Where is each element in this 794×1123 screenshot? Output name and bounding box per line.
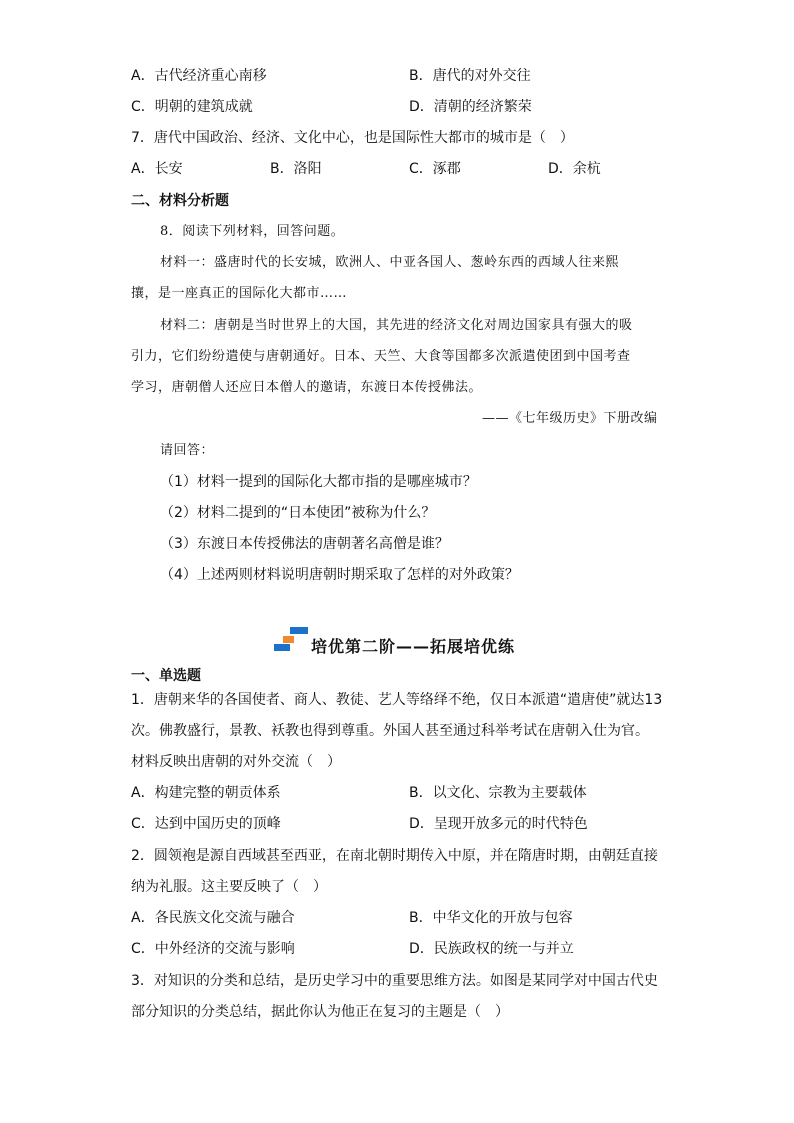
p2-line: 2．圆领袍是源自西域甚至西亚，在南北朝时期传入中原，并在隋唐时期，由朝廷直接: [131, 848, 658, 864]
p2-option-b: B．中华文化的开放与包容: [409, 910, 573, 926]
q7-option-d: D．余杭: [548, 161, 601, 177]
p1-option-b: B．以文化、宗教为主要载体: [409, 785, 587, 801]
section-heading: 二、材料分析题: [131, 193, 229, 209]
section-heading: 一、单选题: [131, 668, 201, 684]
level-logo-icon: [274, 627, 308, 653]
p2-line: 纳为礼服。这主要反映了（ ）: [131, 879, 327, 895]
material-source: ——《七年级历史》下册改编: [482, 411, 658, 426]
p1-option-d: D．呈现开放多元的时代特色: [409, 816, 588, 832]
p1-option-a: A．构建完整的朝贡体系: [131, 785, 281, 801]
p3-line: 部分知识的分类总结，据此你认为他正在复习的主题是（ ）: [131, 1004, 509, 1020]
q8-stem: 8．阅读下列材料，回答问题。: [160, 224, 345, 239]
answer-prompt: 请回答：: [160, 443, 215, 458]
q6-option-b: B．唐代的对外交往: [409, 68, 531, 84]
material2-line: 引力，它们纷纷遣使与唐朝通好。日本、天竺、大食等国都多次派遣使团到中国考查: [131, 349, 631, 364]
p1-line: 次。佛教盛行，景教、袄教也得到尊重。外国人甚至通过科举考试在唐朝入仕为官。: [131, 723, 649, 739]
sub-question-3: （3）东渡日本传授佛法的唐朝著名高僧是谁？: [160, 536, 449, 552]
q6-option-a: A．古代经济重心南移: [131, 68, 267, 84]
q7-option-a: A．长安: [131, 161, 183, 177]
p1-line: 材料反映出唐朝的对外交流（ ）: [131, 754, 341, 770]
q7-stem: 7．唐代中国政治、经济、文化中心，也是国际性大都市的城市是（ ）: [131, 130, 574, 146]
sub-question-1: （1）材料一提到的国际化大都市指的是哪座城市？: [160, 474, 477, 490]
q7-option-c: C．涿郡: [409, 161, 461, 177]
p2-option-d: D．民族政权的统一与并立: [409, 941, 574, 957]
material2-line: 材料二：唐朝是当时世界上的大国，其先进的经济文化对周边国家具有强大的吸: [160, 318, 633, 333]
sub-question-2: （2）材料二提到的“日本使团”被称为什么？: [160, 505, 436, 521]
q7-option-b: B．洛阳: [270, 161, 322, 177]
material2-line: 学习，唐朝僧人还应日本僧人的邀请，东渡日本传授佛法。: [131, 380, 483, 395]
p1-line: 1．唐朝来华的各国使者、商人、教徒、艺人等络绎不绝，仅日本派遣“遣唐使”就达13: [131, 692, 663, 708]
material1-line: 材料一：盛唐时代的长安城，欧洲人、中亚各国人、葱岭东西的西域人往来熙: [160, 255, 620, 270]
p2-option-a: A．各民族文化交流与融合: [131, 910, 295, 926]
p3-line: 3．对知识的分类和总结，是历史学习中的重要思维方法。如图是某同学对中国古代史: [131, 973, 658, 989]
q6-option-c: C．明朝的建筑成就: [131, 99, 253, 115]
sub-question-4: （4）上述两则材料说明唐朝时期采取了怎样的对外政策？: [160, 567, 519, 583]
p1-option-c: C．达到中国历史的顶峰: [131, 816, 281, 832]
level-title: 培优第二阶——拓展培优练: [311, 637, 516, 656]
material1-line: 攘，是一座真正的国际化大都市……: [131, 286, 348, 301]
q6-option-d: D．清朝的经济繁荣: [409, 99, 532, 115]
p2-option-c: C．中外经济的交流与影响: [131, 941, 295, 957]
